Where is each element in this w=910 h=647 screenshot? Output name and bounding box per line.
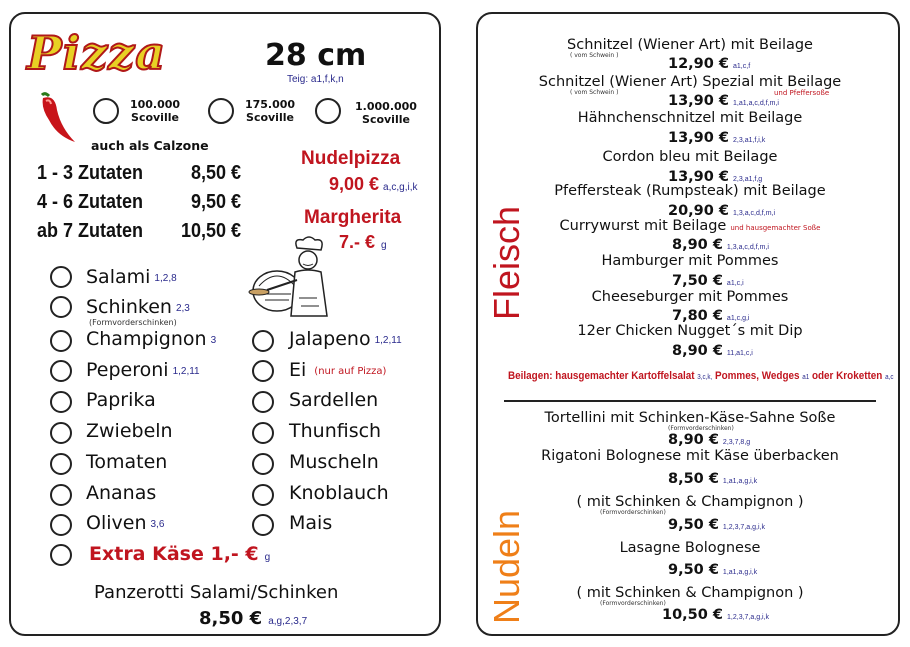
extra-cheese-checkbox[interactable] (50, 544, 72, 566)
topping-checkbox-paprika[interactable] (50, 391, 72, 413)
topping-knoblauch: Knoblauch (289, 482, 389, 504)
price-value-3: 10,50 € (181, 220, 242, 242)
section-label-nudeln: Nudeln (486, 509, 527, 624)
price-row-1: 1 - 3 Zutaten (37, 162, 144, 184)
topping-checkbox-zwiebeln[interactable] (50, 422, 72, 444)
meat-item-5-price: 20,90 € 1,3,a,c,d,f,m,i (668, 203, 776, 219)
pizza-panel (9, 12, 441, 636)
topping-oliven: Oliven $^{3,6}$ (86, 512, 165, 534)
topping-champignon: Champignon $^3$ (86, 328, 217, 350)
meat-item-5: Pfeffersteak (Rumpsteak) mit Beilage (554, 183, 826, 199)
topping-peperoni: Peperoni $^{1,2,11}$ (86, 359, 200, 381)
margherita-title: Margherita (304, 207, 402, 228)
panzerotti-title: Panzerotti Salami/Schinken (94, 582, 339, 603)
dough-codes: Teig: a1,f,k,n (287, 74, 344, 85)
topping-checkbox-schinken[interactable] (50, 296, 72, 318)
topping-mais: Mais (289, 512, 333, 534)
topping-checkbox-knoblauch[interactable] (252, 484, 274, 506)
topping-ei: Ei (nur auf Pizza) (289, 359, 387, 381)
sides-note: Beilagen: hausgemachter Kartoffelsalat 3,c,k, Pommes, Wedges a1 oder Kroketten a,c (508, 370, 894, 382)
topping-checkbox-sardellen[interactable] (252, 391, 274, 413)
scoville-radio-1[interactable] (93, 98, 119, 124)
topping-checkbox-oliven[interactable] (50, 514, 72, 536)
pasta-item-1-note: (Formvorderschinken) (668, 425, 734, 432)
topping-checkbox-ananas[interactable] (50, 484, 72, 506)
topping-checkbox-thunfisch[interactable] (252, 422, 274, 444)
topping-salami: Salami $^{1,2,8}$ (86, 266, 177, 288)
topping-checkbox-mais[interactable] (252, 514, 274, 536)
topping-checkbox-ei[interactable] (252, 360, 274, 382)
meat-item-9: 12er Chicken Nugget´s mit Dip (577, 323, 803, 339)
meat-item-2-extra: und Pfeffersoße (774, 89, 830, 97)
scoville-label-2: 175.000 Scoville (244, 98, 296, 124)
scoville-label-1: 100.000 Scoville (129, 98, 181, 124)
pasta-item-4-price: 9,50 € 1,a1,a,g,i,k (668, 562, 758, 578)
section-divider (504, 400, 876, 402)
meat-item-1: Schnitzel (Wiener Art) mit Beilage (567, 37, 813, 53)
meat-item-8-price: 7,80 € a1,c,g,i (672, 308, 750, 324)
meat-item-6-price: 8,90 € 1,3,a,c,d,f,m,i (672, 237, 769, 253)
meat-item-1-price: 12,90 € a1,c,f (668, 56, 751, 72)
topping-checkbox-muscheln[interactable] (252, 453, 274, 475)
topping-checkbox-tomaten[interactable] (50, 453, 72, 475)
topping-checkbox-jalapeno[interactable] (252, 330, 274, 352)
topping-thunfisch: Thunfisch (289, 420, 382, 442)
scoville-label-3: 1.000.000 Scoville (355, 100, 417, 126)
pasta-item-1-price: 8,90 € 2,3,7,8,g (668, 432, 751, 448)
topping-sardellen: Sardellen (289, 389, 379, 411)
pasta-item-5-price: 10,50 € 1,2,3,7,a,g,i,k (662, 607, 770, 623)
meat-item-7: Hamburger mit Pommes (601, 253, 779, 269)
schinken-note: (Formvorderschinken) (89, 318, 177, 327)
calzone-note: auch als Calzone (91, 138, 209, 153)
meat-item-3-price: 13,90 € 2,3,a1,f,i,k (668, 130, 766, 146)
price-row-3: ab 7 Zutaten (37, 220, 144, 242)
meat-item-2-price: 13,90 € 1,a1,a,c,d,f,m,i (668, 93, 779, 109)
pasta-item-5-note: (Formvorderschinken) (600, 600, 666, 607)
meat-item-1-note: ( vom Schwein ) (570, 52, 619, 59)
pizza-title: Pizza (27, 26, 167, 80)
pasta-item-3-price: 9,50 € 1,2,3,7,a,g,i,k (668, 517, 765, 533)
pizza-size: 28 cm (265, 38, 367, 73)
topping-jalapeno: Jalapeno $^{1,2,11}$ (289, 328, 402, 350)
nudelpizza-title: Nudelpizza (301, 148, 401, 169)
topping-checkbox-champignon[interactable] (50, 330, 72, 352)
scoville-radio-2[interactable] (208, 98, 234, 124)
topping-muscheln: Muscheln (289, 451, 379, 473)
extra-cheese: Extra Käse 1,- € g (89, 543, 271, 565)
scoville-radio-3[interactable] (315, 98, 341, 124)
pasta-item-2-price: 8,50 € 1,a1,a,g,i,k (668, 471, 758, 487)
section-label-fleisch: Fleisch (486, 205, 527, 320)
main-dishes-panel (476, 12, 900, 636)
topping-paprika: Paprika (86, 389, 156, 411)
meat-item-8: Cheeseburger mit Pommes (591, 289, 789, 305)
meat-item-9-price: 8,90 € 11,a1,c,i (672, 343, 753, 359)
price-row-2: 4 - 6 Zutaten (37, 191, 144, 213)
chef-illustration (247, 236, 333, 326)
panzerotti-price: 8,50 € a,g,2,3,7 (199, 608, 308, 629)
pasta-item-3: ( mit Schinken & Champignon ) (576, 494, 804, 510)
topping-checkbox-peperoni[interactable] (50, 360, 72, 382)
meat-item-3: Hähnchenschnitzel mit Beilage (577, 110, 803, 126)
nudelpizza-price: 9,00 € a,c,g,i,k (329, 174, 418, 194)
pasta-item-3-note: (Formvorderschinken) (600, 509, 666, 516)
price-value-1: 8,50 € (191, 162, 242, 184)
pasta-item-4: Lasagne Bolognese (619, 540, 761, 556)
price-value-2: 9,50 € (191, 191, 242, 213)
pasta-item-1: Tortellini mit Schinken-Käse-Sahne Soße (544, 410, 836, 426)
topping-tomaten: Tomaten (86, 451, 168, 473)
meat-item-4: Cordon bleu mit Beilage (602, 149, 778, 165)
chili-icon (35, 90, 79, 146)
meat-item-4-price: 13,90 € 2,3,a1,f,g (668, 169, 763, 185)
topping-schinken: Schinken $^{2,3}$ (86, 296, 190, 318)
pasta-item-5: ( mit Schinken & Champignon ) (576, 585, 804, 601)
topping-checkbox-salami[interactable] (50, 266, 72, 288)
meat-item-6: Currywurst mit Beilage und hausgemachter Soße (559, 218, 821, 234)
topping-zwiebeln: Zwiebeln (86, 420, 173, 442)
pasta-item-2: Rigatoni Bolognese mit Käse überbacken (541, 448, 839, 464)
meat-item-7-price: 7,50 € a1,c,i (672, 273, 744, 289)
topping-ananas: Ananas (86, 482, 157, 504)
margherita-price: 7.- € g (339, 232, 387, 252)
meat-item-2: Schnitzel (Wiener Art) Spezial mit Beilage (538, 74, 842, 90)
meat-item-2-note: ( vom Schwein ) (570, 89, 619, 96)
